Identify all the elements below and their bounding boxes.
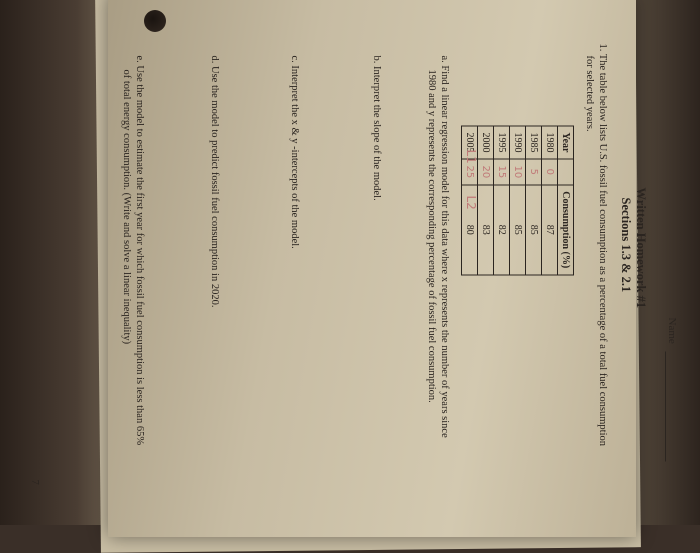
handwritten-label-l2: L2 [464, 195, 478, 210]
cell-consumption: 83 [478, 185, 494, 275]
cell-handwritten: 15 [494, 159, 510, 185]
cell-handwritten: 10 [510, 159, 526, 185]
name-blank-line [665, 352, 666, 462]
name-label: Name [666, 317, 678, 344]
cell-consumption: 80 [462, 185, 478, 275]
question-1-line-2: for selected years. [584, 55, 595, 132]
cell-consumption: 85 [526, 185, 542, 275]
cell-year: 1990 [510, 126, 526, 159]
table-row [542, 126, 558, 275]
table-row [494, 126, 510, 275]
cell-handwritten: 20 [478, 159, 494, 185]
page-number: 7 [29, 479, 40, 485]
header-consumption: Consumption (%) [558, 185, 574, 275]
cell-handwritten: 0 [542, 159, 558, 185]
question-1-line-1: 1. The table below lists U.S. fossil fuel consumption as a percentage of a total fuel consumption [597, 43, 608, 447]
cell-year: 2005 [462, 126, 478, 159]
header-year: Year [558, 126, 574, 159]
cell-consumption: 82 [494, 185, 510, 275]
cell-consumption: 87 [542, 185, 558, 275]
table-row [478, 126, 494, 275]
cell-year: 1995 [494, 126, 510, 159]
part-a-line-2: 1980 and y represents the corresponding percentage of fossil fuel consumption. [426, 69, 437, 403]
handwritten-label-l1: L1 [464, 149, 478, 164]
part-d: d. Use the model to predict fossil fuel consumption in 2020. [209, 55, 220, 308]
table-row [526, 126, 542, 275]
table-header-row [558, 126, 574, 275]
header-handwritten-col [558, 159, 574, 185]
cell-handwritten: 25 [462, 159, 478, 185]
cell-consumption: 85 [510, 185, 526, 275]
part-e-line-2: of total energy consumption. (Write and solve a linear inequality) [121, 69, 132, 345]
homework-sections: Sections 1.3 & 2.1 [619, 197, 633, 293]
cell-year: 1985 [526, 126, 542, 159]
part-a-line-1: a. Find a linear regression model for this data where x represents the number of years since [439, 55, 450, 438]
part-b: b. Interpret the slope of the model. [371, 55, 382, 201]
cell-year: 1980 [542, 126, 558, 159]
part-c: c. Interpret the x & y -intercepts of the model. [289, 55, 300, 249]
cell-handwritten: 5 [526, 159, 542, 185]
cell-year: 2000 [478, 126, 494, 159]
table-row [510, 126, 526, 275]
homework-title: Written Homework #1 [634, 187, 648, 309]
part-e-line-1: e. Use the model to estimate the first year for which fossil fuel consumption is less than 65% [134, 55, 145, 446]
